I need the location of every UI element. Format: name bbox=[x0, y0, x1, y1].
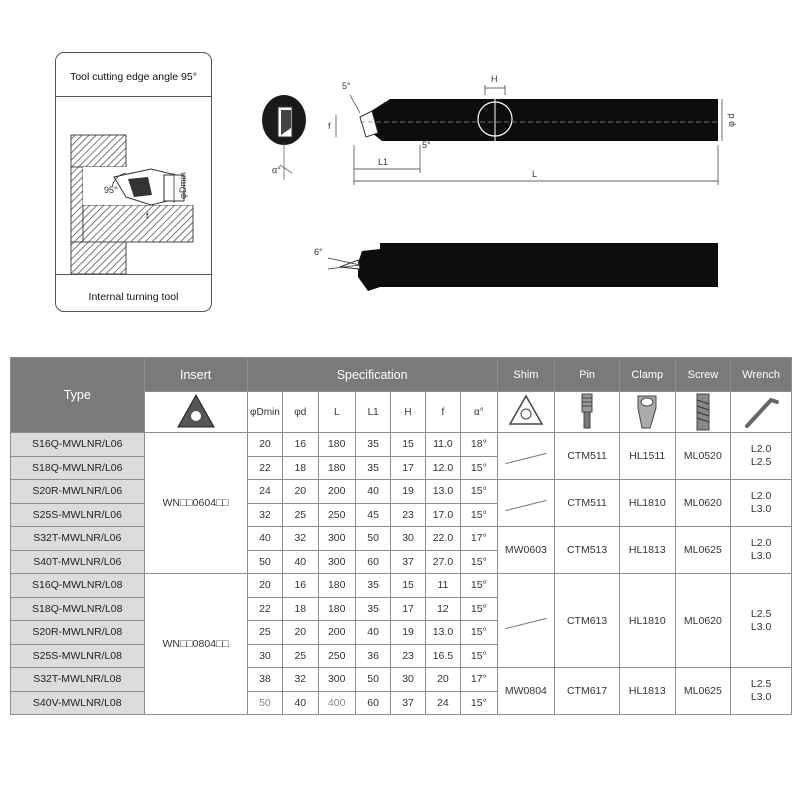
no-shim-dash bbox=[505, 617, 546, 628]
header-clamp: Clamp bbox=[619, 358, 675, 392]
spec-cell-h: 15 bbox=[391, 433, 425, 457]
spec-cell-dmin: 24 bbox=[247, 480, 282, 504]
header-insert: Insert bbox=[144, 358, 247, 392]
phi-d-label: φ d bbox=[726, 113, 736, 127]
five-deg-side-label: 5° bbox=[422, 140, 431, 150]
spec-cell-l1: 45 bbox=[355, 503, 390, 527]
spec-cell-l1: 40 bbox=[355, 621, 390, 645]
side-view bbox=[328, 74, 736, 185]
spec-cell-f: 11.0 bbox=[425, 433, 460, 457]
spec-cell-f: 20 bbox=[425, 668, 460, 692]
spec-cell-h: 30 bbox=[391, 527, 425, 551]
spec-cell-f: 11 bbox=[425, 574, 460, 598]
spec-cell-dmin: 40 bbox=[247, 527, 282, 551]
workpiece-section-drawing bbox=[56, 97, 211, 274]
wrench-size: L3.0 bbox=[750, 503, 772, 515]
header-pin: Pin bbox=[555, 358, 620, 392]
specification-table bbox=[10, 357, 792, 715]
spec-cell-h: 17 bbox=[391, 597, 425, 621]
shim-cell: MW0804 bbox=[497, 668, 555, 715]
shim-cell bbox=[497, 480, 555, 527]
header-shim: Shim bbox=[497, 358, 555, 392]
spec-cell-a: 15° bbox=[461, 644, 497, 668]
spec-cell-d: 18 bbox=[283, 597, 318, 621]
spec-cell-l: 250 bbox=[318, 503, 355, 527]
diagram-title: Tool cutting edge angle 95° bbox=[70, 71, 197, 83]
spec-cell-l: 250 bbox=[318, 644, 355, 668]
six-deg-label: 6° bbox=[314, 247, 323, 257]
spec-cell-l: 300 bbox=[318, 550, 355, 574]
type-cell: S40V-MWLNR/L08 bbox=[11, 691, 145, 715]
spec-cell-dmin: 50 bbox=[247, 691, 282, 715]
pin-image bbox=[555, 392, 620, 433]
spec-cell-dmin: 25 bbox=[247, 621, 282, 645]
spec-cell-f: 22.0 bbox=[425, 527, 460, 551]
spec-cell-l1: 40 bbox=[355, 480, 390, 504]
col-f: f bbox=[425, 392, 460, 433]
type-cell: S20R-MWLNR/L08 bbox=[11, 621, 145, 645]
spec-cell-h: 23 bbox=[391, 503, 425, 527]
col-l: L bbox=[318, 392, 355, 433]
insert-code-cell: WN□□0604□□ bbox=[144, 433, 247, 574]
wrench-size: L3.0 bbox=[750, 691, 772, 703]
l1-label: L1 bbox=[378, 157, 389, 167]
spec-cell-h: 37 bbox=[391, 550, 425, 574]
type-cell: S18Q-MWLNR/L06 bbox=[11, 456, 145, 480]
wrench-size: L2.5 bbox=[750, 456, 772, 468]
pin-cell: CTM511 bbox=[555, 433, 620, 480]
front-view bbox=[314, 243, 718, 291]
f-label: f bbox=[146, 211, 149, 221]
wrench-size: L2.5 bbox=[750, 678, 772, 690]
clamp-cell: HL1810 bbox=[619, 480, 675, 527]
spec-cell-d: 32 bbox=[283, 668, 318, 692]
spec-cell-a: 15° bbox=[461, 691, 497, 715]
type-cell: S32T-MWLNR/L08 bbox=[11, 668, 145, 692]
spec-cell-d: 25 bbox=[283, 503, 318, 527]
spec-cell-d: 16 bbox=[283, 574, 318, 598]
col-h: H bbox=[391, 392, 425, 433]
table-row bbox=[11, 574, 792, 598]
spec-cell-l: 200 bbox=[318, 621, 355, 645]
f-dim-label: f bbox=[328, 121, 331, 131]
screw-cell: ML0625 bbox=[675, 668, 731, 715]
spec-cell-a: 15° bbox=[461, 503, 497, 527]
spec-cell-f: 17.0 bbox=[425, 503, 460, 527]
wrench-cell bbox=[731, 527, 792, 574]
spec-cell-h: 19 bbox=[391, 480, 425, 504]
col-l1: L1 bbox=[355, 392, 390, 433]
type-cell: S16Q-MWLNR/L06 bbox=[11, 433, 145, 457]
header-type: Type bbox=[11, 358, 145, 433]
wrench-size: L2.0 bbox=[750, 443, 772, 455]
header-wrench: Wrench bbox=[731, 358, 792, 392]
wrench-cell bbox=[731, 574, 792, 668]
spec-cell-a: 15° bbox=[461, 550, 497, 574]
insert-code-cell: WN□□0804□□ bbox=[144, 574, 247, 715]
no-shim-dash bbox=[505, 500, 546, 511]
spec-cell-a: 15° bbox=[461, 480, 497, 504]
angle-label: 95° bbox=[104, 185, 118, 195]
wrench-size: L3.0 bbox=[750, 620, 772, 633]
spec-cell-dmin: 50 bbox=[247, 550, 282, 574]
wrench-cell bbox=[731, 433, 792, 480]
type-cell: S25S-MWLNR/L06 bbox=[11, 503, 145, 527]
spec-cell-d: 32 bbox=[283, 527, 318, 551]
type-cell: S25S-MWLNR/L08 bbox=[11, 644, 145, 668]
table-row bbox=[11, 668, 792, 692]
spec-cell-l1: 35 bbox=[355, 597, 390, 621]
spec-cell-f: 24 bbox=[425, 691, 460, 715]
type-cell: S18Q-MWLNR/L08 bbox=[11, 597, 145, 621]
end-view bbox=[262, 95, 306, 180]
spec-cell-l1: 50 bbox=[355, 527, 390, 551]
diagram-caption: Internal turning tool bbox=[88, 291, 179, 303]
l-label: L bbox=[532, 169, 538, 179]
spec-cell-a: 18° bbox=[461, 433, 497, 457]
spec-cell-l1: 50 bbox=[355, 668, 390, 692]
divider bbox=[56, 274, 211, 275]
spec-cell-dmin: 20 bbox=[247, 574, 282, 598]
wrench-cell bbox=[731, 480, 792, 527]
screw-cell: ML0620 bbox=[675, 574, 731, 668]
spec-cell-l1: 36 bbox=[355, 644, 390, 668]
wrench-cell bbox=[731, 668, 792, 715]
spec-cell-h: 30 bbox=[391, 668, 425, 692]
spec-cell-a: 15° bbox=[461, 456, 497, 480]
table-row bbox=[11, 433, 792, 457]
type-cell: S16Q-MWLNR/L08 bbox=[11, 574, 145, 598]
wrench-size: L2.5 bbox=[750, 607, 772, 620]
spec-cell-l: 180 bbox=[318, 597, 355, 621]
spec-cell-dmin: 22 bbox=[247, 597, 282, 621]
table-row bbox=[11, 527, 792, 551]
spec-cell-a: 15° bbox=[461, 597, 497, 621]
screw-cell: ML0625 bbox=[675, 527, 731, 574]
spec-cell-f: 12.0 bbox=[425, 456, 460, 480]
clamp-cell: HL1511 bbox=[619, 433, 675, 480]
no-shim-dash bbox=[505, 453, 546, 464]
pin-cell: CTM513 bbox=[555, 527, 620, 574]
spec-cell-d: 16 bbox=[283, 433, 318, 457]
pin-cell: CTM613 bbox=[555, 574, 620, 668]
spec-cell-l1: 60 bbox=[355, 691, 390, 715]
spec-cell-f: 16.5 bbox=[425, 644, 460, 668]
wrench-size: L2.0 bbox=[750, 490, 772, 502]
shim-image bbox=[497, 392, 555, 433]
clamp-image bbox=[619, 392, 675, 433]
spec-cell-dmin: 22 bbox=[247, 456, 282, 480]
screw-image bbox=[675, 392, 731, 433]
spec-cell-d: 18 bbox=[283, 456, 318, 480]
spec-cell-a: 17° bbox=[461, 668, 497, 692]
clamp-cell: HL1813 bbox=[619, 668, 675, 715]
clamp-cell: HL1810 bbox=[619, 574, 675, 668]
wrench-size: L2.0 bbox=[750, 537, 772, 549]
spec-cell-d: 20 bbox=[283, 621, 318, 645]
shim-cell: MW0603 bbox=[497, 527, 555, 574]
pin-cell: CTM617 bbox=[555, 668, 620, 715]
col-d: φd bbox=[283, 392, 318, 433]
screw-cell: ML0620 bbox=[675, 480, 731, 527]
spec-cell-f: 13.0 bbox=[425, 480, 460, 504]
h-label: H bbox=[491, 74, 498, 84]
spec-cell-a: 17° bbox=[461, 527, 497, 551]
spec-cell-f: 12 bbox=[425, 597, 460, 621]
spec-cell-dmin: 30 bbox=[247, 644, 282, 668]
shim-cell bbox=[497, 574, 555, 668]
spec-cell-l: 400 bbox=[318, 691, 355, 715]
spec-cell-h: 23 bbox=[391, 644, 425, 668]
header-specification: Specification bbox=[247, 358, 497, 392]
spec-cell-a: 15° bbox=[461, 574, 497, 598]
insert-image bbox=[144, 392, 247, 433]
five-deg-top-label: 5° bbox=[342, 81, 351, 91]
spec-cell-l: 300 bbox=[318, 668, 355, 692]
type-cell: S40T-MWLNR/L06 bbox=[11, 550, 145, 574]
tool-holder-drawings bbox=[250, 55, 736, 300]
wrench-image bbox=[731, 392, 792, 433]
clamp-cell: HL1813 bbox=[619, 527, 675, 574]
spec-cell-d: 20 bbox=[283, 480, 318, 504]
pin-cell: CTM511 bbox=[555, 480, 620, 527]
spec-cell-l: 180 bbox=[318, 433, 355, 457]
table-row bbox=[11, 480, 792, 504]
spec-cell-h: 17 bbox=[391, 456, 425, 480]
spec-cell-l1: 35 bbox=[355, 433, 390, 457]
spec-cell-d: 40 bbox=[283, 550, 318, 574]
spec-cell-a: 15° bbox=[461, 621, 497, 645]
alpha-label: α° bbox=[272, 165, 281, 175]
spec-cell-l1: 35 bbox=[355, 456, 390, 480]
spec-cell-l: 180 bbox=[318, 574, 355, 598]
spec-cell-dmin: 38 bbox=[247, 668, 282, 692]
dmin-label: φDmin bbox=[178, 172, 188, 199]
wrench-size: L3.0 bbox=[750, 550, 772, 562]
spec-cell-h: 37 bbox=[391, 691, 425, 715]
spec-cell-f: 13.0 bbox=[425, 621, 460, 645]
tool-angle-diagram bbox=[55, 52, 212, 312]
spec-cell-h: 19 bbox=[391, 621, 425, 645]
col-alpha: α° bbox=[461, 392, 497, 433]
spec-cell-dmin: 32 bbox=[247, 503, 282, 527]
spec-cell-f: 27.0 bbox=[425, 550, 460, 574]
spec-cell-l: 180 bbox=[318, 456, 355, 480]
spec-cell-d: 40 bbox=[283, 691, 318, 715]
shim-cell bbox=[497, 433, 555, 480]
type-cell: S20R-MWLNR/L06 bbox=[11, 480, 145, 504]
spec-cell-dmin: 20 bbox=[247, 433, 282, 457]
spec-cell-l: 300 bbox=[318, 527, 355, 551]
spec-cell-h: 15 bbox=[391, 574, 425, 598]
type-cell: S32T-MWLNR/L06 bbox=[11, 527, 145, 551]
screw-cell: ML0520 bbox=[675, 433, 731, 480]
spec-cell-l1: 60 bbox=[355, 550, 390, 574]
col-dmin: φDmin bbox=[247, 392, 282, 433]
spec-cell-l1: 35 bbox=[355, 574, 390, 598]
table-body bbox=[11, 433, 792, 715]
spec-cell-d: 25 bbox=[283, 644, 318, 668]
header-screw: Screw bbox=[675, 358, 731, 392]
spec-cell-l: 200 bbox=[318, 480, 355, 504]
